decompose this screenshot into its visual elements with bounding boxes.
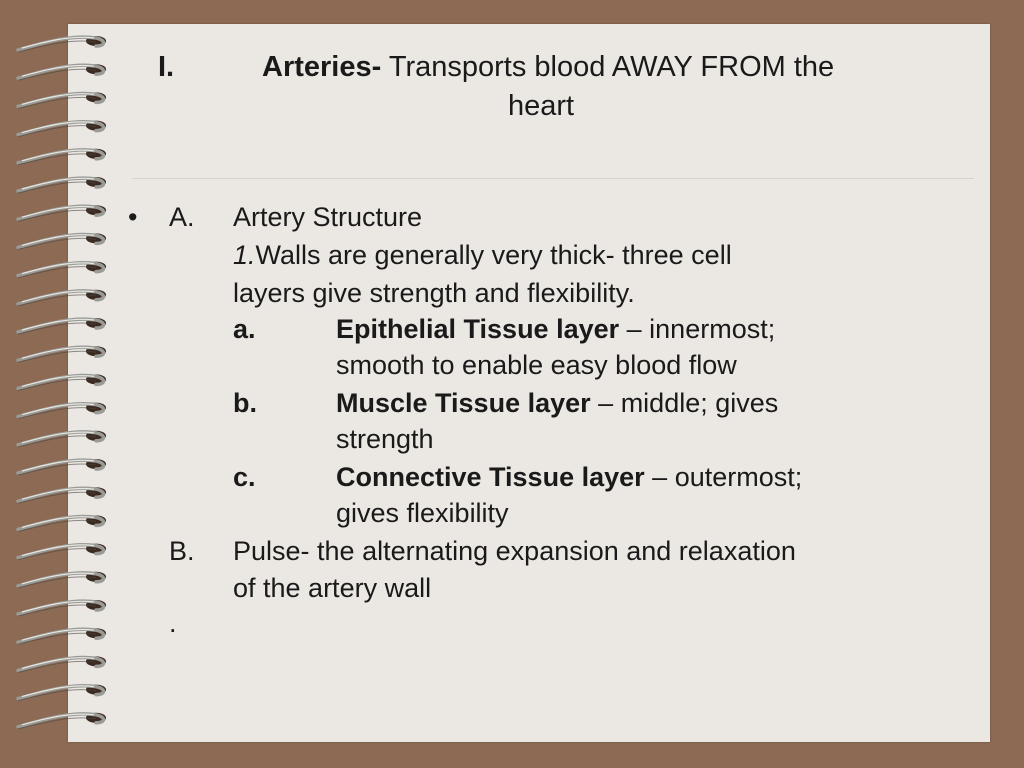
- item-b-line-2: of the artery wall: [233, 573, 432, 603]
- title-line-2: heart: [508, 90, 575, 122]
- sub-c-term: Connective Tissue layer: [336, 462, 645, 492]
- item-a-marker: A.: [169, 202, 195, 232]
- sub-b-line-2: strength: [336, 424, 434, 454]
- sub-b-term: Muscle Tissue layer: [336, 388, 591, 418]
- item-1-line-1: 1.Walls are generally very thick- three cell: [233, 240, 732, 270]
- item-b-marker: B.: [169, 536, 195, 566]
- sub-a-line-1: Epithelial Tissue layer – innermost;: [336, 314, 776, 344]
- bullet-icon: •: [128, 202, 138, 232]
- sub-c-line-1: Connective Tissue layer – outermost;: [336, 462, 803, 492]
- item-1-marker: 1.: [233, 240, 256, 270]
- trailing-dot: .: [169, 608, 177, 638]
- sub-b-marker: b.: [233, 388, 257, 418]
- item-1-line-2: layers give strength and flexibility.: [233, 278, 635, 308]
- item-b-line-1: Pulse- the alternating expansion and relaxation: [233, 536, 796, 566]
- sub-a-term: Epithelial Tissue layer: [336, 314, 620, 344]
- item-a-text: Artery Structure: [233, 202, 423, 232]
- title-heading: Arteries-: [262, 51, 382, 83]
- sub-a-marker: a.: [233, 314, 256, 344]
- sub-c-line-2: gives flexibility: [336, 498, 509, 528]
- sub-c-marker: c.: [233, 462, 256, 492]
- sub-a-line-2: smooth to enable easy blood flow: [336, 350, 737, 380]
- title-numeral: I.: [158, 51, 175, 83]
- title-rest-1: Transports blood AWAY FROM the: [381, 51, 835, 83]
- sub-b-line-1: Muscle Tissue layer – middle; gives: [336, 388, 779, 418]
